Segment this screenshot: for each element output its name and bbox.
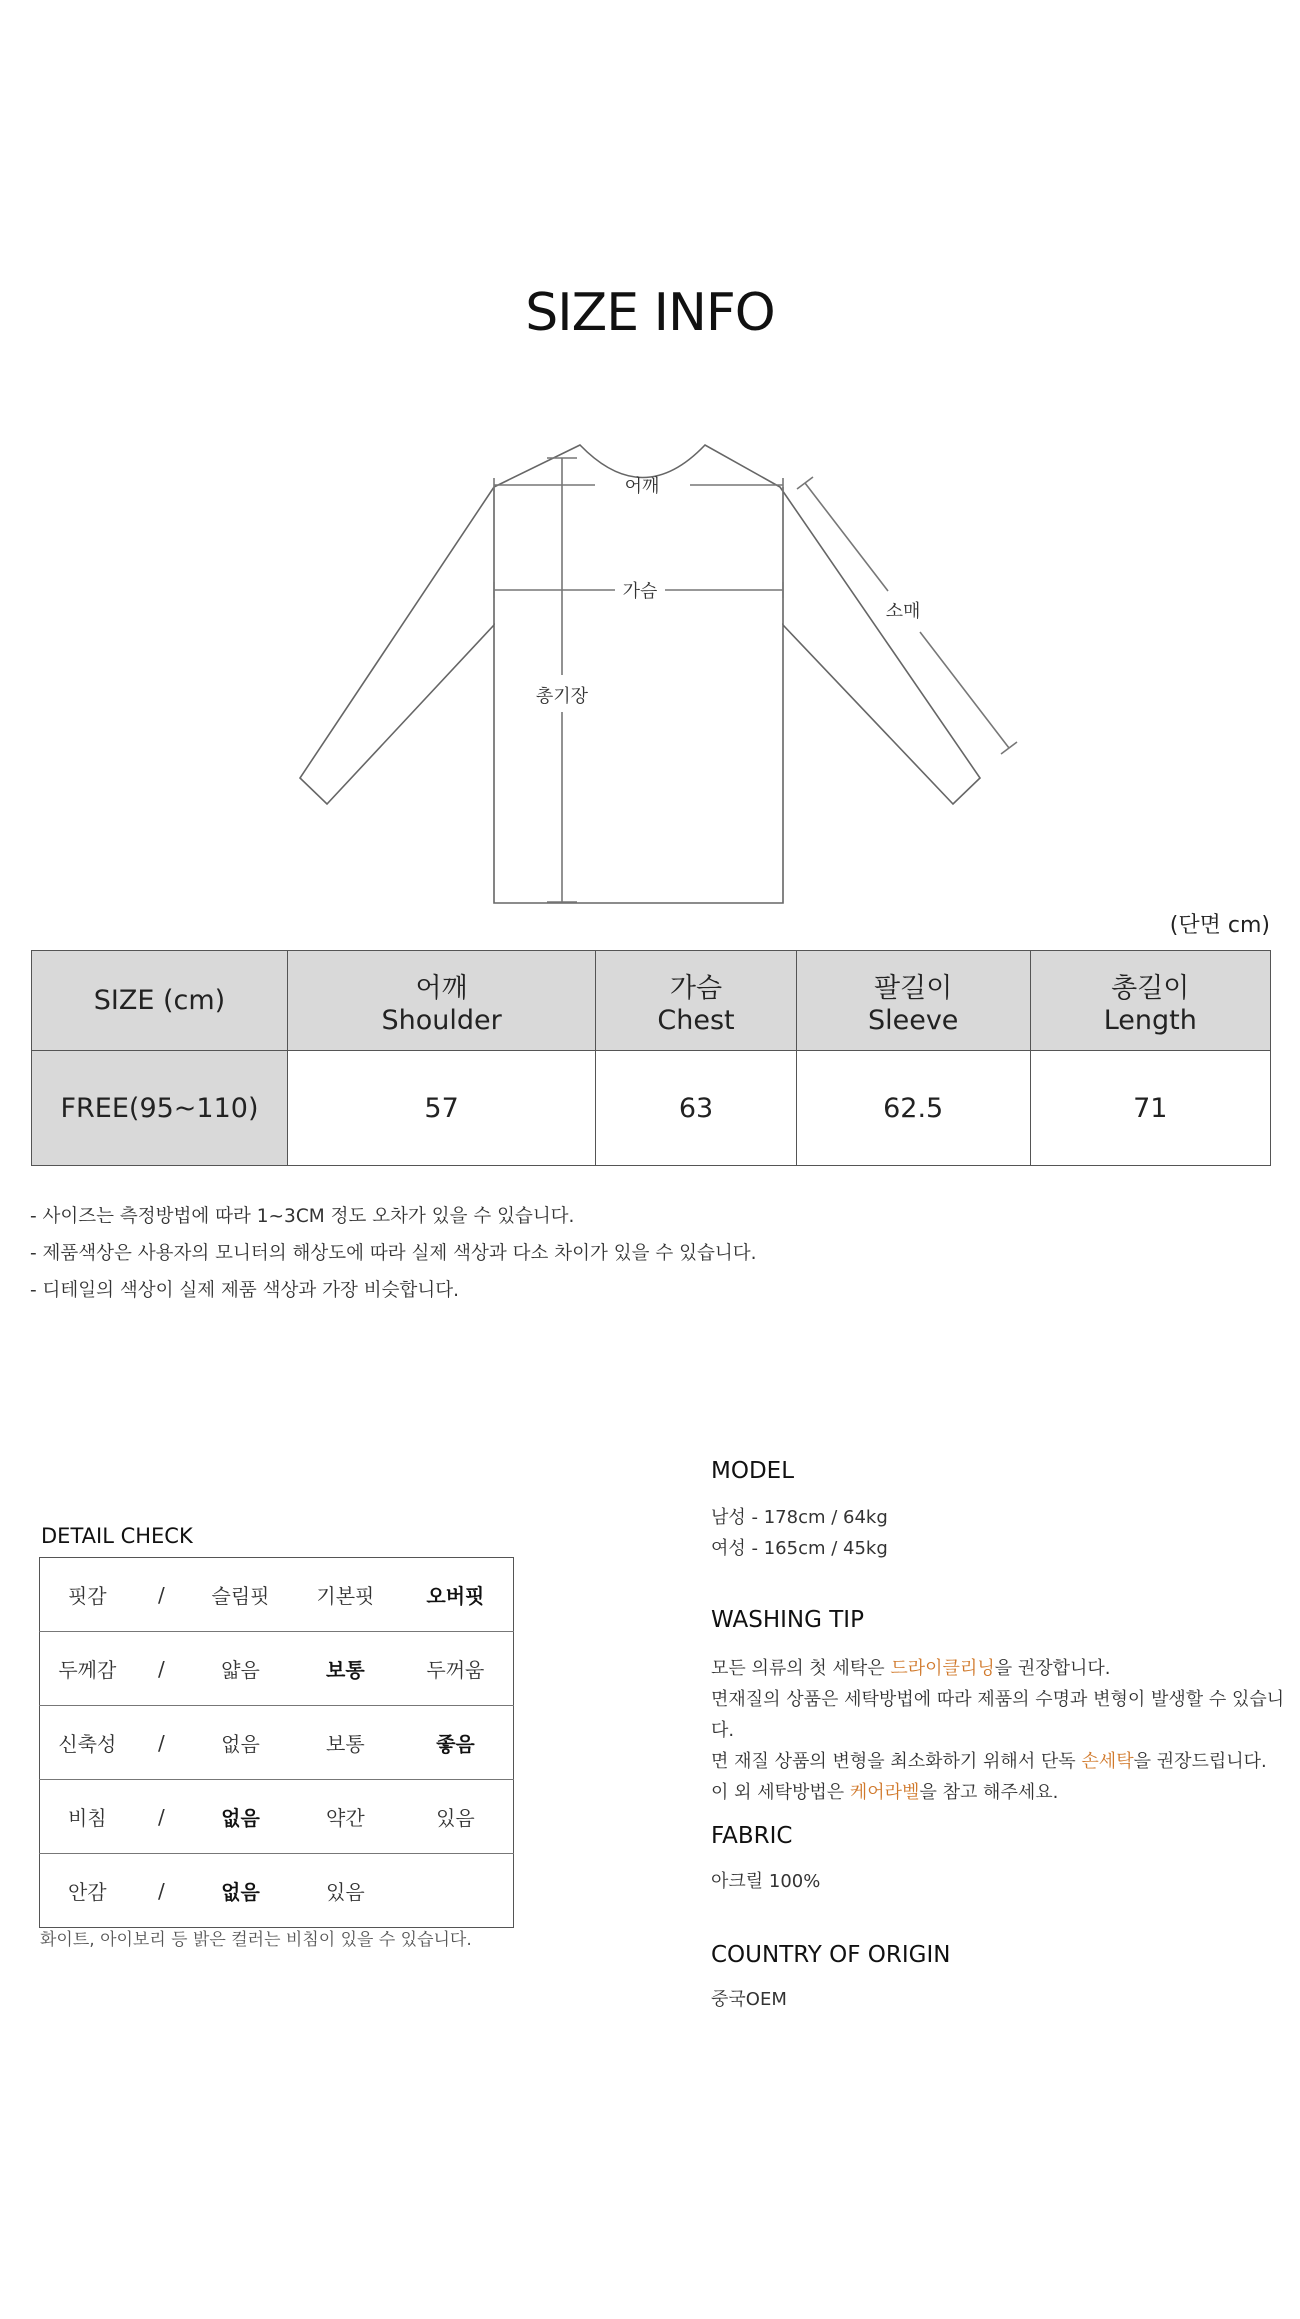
column-header-sleeve: 팔길이 Sleeve xyxy=(796,951,1030,1051)
detail-check-note: 화이트, 아이보리 등 밝은 컬러는 비침이 있을 수 있습니다. xyxy=(40,1930,472,1950)
column-header-shoulder: 어깨 Shoulder xyxy=(288,951,596,1051)
washing-highlight: 드라이클리닝 xyxy=(890,1658,995,1679)
detail-option: 두꺼움 xyxy=(398,1632,514,1706)
origin-text: 중국OEM xyxy=(711,1989,787,2010)
detail-option: 보통 xyxy=(293,1706,398,1780)
note-line: - 디테일의 색상이 실제 제품 색상과 가장 비슷합니다. xyxy=(30,1280,460,1301)
detail-row xyxy=(40,1632,514,1706)
chest-label: 가슴 xyxy=(622,581,658,602)
detail-separator: / xyxy=(157,1878,165,1903)
value-cell: 63 xyxy=(596,1051,797,1166)
sweater-outline xyxy=(300,445,980,903)
size-table xyxy=(31,950,1271,1166)
shoulder-label: 어깨 xyxy=(624,476,660,497)
detail-label: 안감 xyxy=(67,1880,107,1904)
detail-label: 두께감 xyxy=(40,1632,135,1706)
origin-heading: COUNTRY OF ORIGIN xyxy=(711,1942,951,1968)
detail-option: 없음 xyxy=(188,1780,293,1854)
column-header-chest: 가슴 Chest xyxy=(596,951,797,1051)
size-header-cell: SIZE (cm) xyxy=(32,951,288,1051)
detail-separator: / xyxy=(135,1706,188,1780)
value-cell: 71 xyxy=(1030,1051,1270,1166)
washing-highlight: 케어라벨 xyxy=(849,1782,920,1803)
detail-option: 있음 xyxy=(326,1880,365,1904)
washing-heading: WASHING TIP xyxy=(711,1607,864,1633)
value-cell: 57 xyxy=(288,1051,596,1166)
model-line: 여성 - 165cm / 45kg xyxy=(711,1538,888,1559)
detail-option: 있음 xyxy=(398,1780,514,1854)
detail-check-title: DETAIL CHECK xyxy=(41,1524,193,1548)
detail-option: 슬림핏 xyxy=(188,1558,293,1632)
detail-option: 오버핏 xyxy=(398,1558,514,1632)
fabric-text: 아크릴 100% xyxy=(711,1871,821,1892)
detail-option: 기본핏 xyxy=(293,1558,398,1632)
washing-line: 모든 의류의 첫 세탁은 드라이클리닝을 권장합니다. xyxy=(711,1658,1111,1679)
model-heading: MODEL xyxy=(711,1458,795,1484)
detail-option: 없음 xyxy=(221,1880,260,1904)
detail-label: 신축성 xyxy=(40,1706,135,1780)
detail-option: 없음 xyxy=(188,1706,293,1780)
model-info xyxy=(711,1502,888,1564)
table-row xyxy=(32,1051,1271,1166)
detail-row xyxy=(40,1854,514,1928)
model-line: 남성 - 178cm / 64kg xyxy=(711,1507,888,1528)
unit-note: (단면 cm) xyxy=(1169,913,1270,938)
detail-option: 얇음 xyxy=(188,1632,293,1706)
detail-option: 보통 xyxy=(293,1632,398,1706)
detail-row xyxy=(40,1780,514,1854)
column-header-length: 총길이 Length xyxy=(1030,951,1270,1051)
detail-label: 비침 xyxy=(40,1780,135,1854)
detail-option: 좋음 xyxy=(398,1706,514,1780)
garment-diagram xyxy=(0,0,1300,940)
page-title: SIZE INFO xyxy=(525,283,775,343)
detail-check-table xyxy=(39,1557,514,1928)
value-cell: 62.5 xyxy=(796,1051,1030,1166)
washing-line: 면 재질 상품의 변형을 최소화하기 위해서 단독 손세탁을 권장드립니다. xyxy=(711,1751,1267,1772)
detail-row xyxy=(40,1558,514,1632)
detail-separator: / xyxy=(135,1558,188,1632)
detail-label: 핏감 xyxy=(40,1558,135,1632)
washing-highlight: 손세탁 xyxy=(1081,1751,1134,1772)
detail-separator: / xyxy=(135,1780,188,1854)
note-line: - 제품색상은 사용자의 모니터의 해상도에 따라 실제 색상과 다소 차이가 있을 수 있습니다. xyxy=(30,1243,757,1264)
measure-lines xyxy=(494,458,1017,902)
sleeve-label: 소매 xyxy=(885,601,921,622)
detail-option xyxy=(398,1854,514,1928)
washing-info xyxy=(711,1653,1300,1808)
fabric-heading: FABRIC xyxy=(711,1823,793,1849)
detail-separator: / xyxy=(135,1632,188,1706)
length-label: 총기장 xyxy=(535,686,589,707)
detail-option: 약간 xyxy=(293,1780,398,1854)
size-cell: FREE(95~110) xyxy=(32,1051,288,1166)
detail-row xyxy=(40,1706,514,1780)
washing-line: 이 외 세탁방법은 케어라벨을 참고 해주세요. xyxy=(711,1782,1059,1803)
size-table-header xyxy=(32,951,1271,1051)
note-line: - 사이즈는 측정방법에 따라 1~3CM 정도 오차가 있을 수 있습니다. xyxy=(30,1206,575,1227)
washing-line: 면재질의 상품은 세탁방법에 따라 제품의 수명과 변형이 발생할 수 있습니다. xyxy=(711,1689,1285,1741)
size-notes xyxy=(30,1198,756,1309)
